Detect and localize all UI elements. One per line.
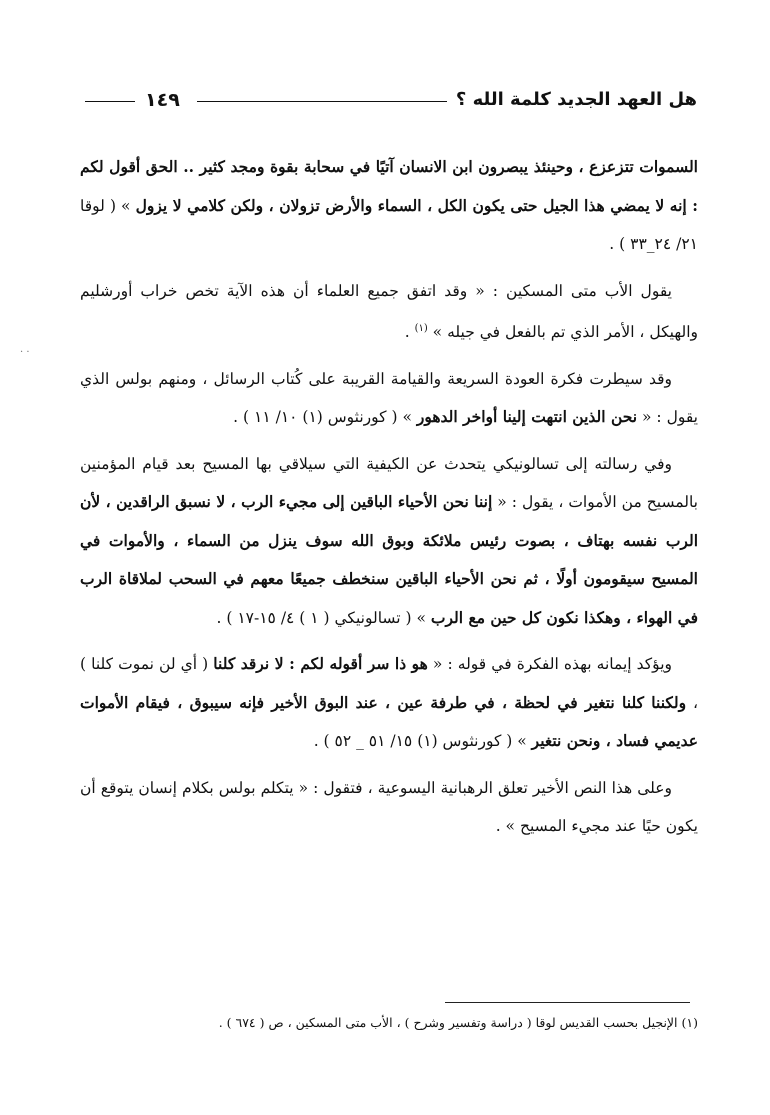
- paragraph-5: [80, 645, 698, 761]
- footnote-separator: [445, 1002, 690, 1003]
- paragraph-text: وفي رسالته إلى تسالونيكي يتحدث عن الكيفية التي سيلاقي بها المسيح بعد قيام المؤمنين بالمسيح من الأموات ، يقول : «: [80, 454, 698, 512]
- quote-text: السموات تتزعزع ، وحينئذ يبصرون ابن الانسان آتيًا في سحابة بقوة ومجد كثير .. الحق أقول لكم : إنه لا يمضي هذا الجيل حتى يكون الكل ، السماء والأرض تزولان ، ولكن كلامي لا يزول: [80, 157, 698, 215]
- paragraph-text: وقد سيطرت فكرة العودة السريعة والقيامة القريبة على كُتاب الرسائل ، ومنهم بولس الذي يقول : «: [80, 369, 698, 427]
- paragraph-text: وعلى هذا النص الأخير تعلق الرهبانية اليسوعية ، فتقول : « يتكلم بولس بكلام إنسان يتوقع أن يكون حيًا عند مجيء المسيح » .: [80, 778, 698, 836]
- paragraph-text: ويؤكد إيمانه بهذه الفكرة في قوله : «: [427, 655, 672, 674]
- paragraph-text: .: [404, 323, 415, 342]
- paragraph-1: [80, 148, 698, 264]
- paragraph-2: [80, 272, 698, 352]
- quote-text: نحن الذين انتهت إلينا أواخر الدهور: [416, 407, 638, 427]
- quote-text: ولكننا كلنا نتغير في لحظة ، في طرفة عين ، عند البوق الأخير فإنه سيبوق ، فيقام الأموات عديمي فساد ، ونحن نتغير: [80, 692, 698, 751]
- paragraph-3: [80, 360, 698, 437]
- paragraph-text: ( أي لن نموت كلنا ) ،: [80, 655, 698, 712]
- citation: » ( تسالونيكي ( ١ ) ٤/ ١٥-١٧ ) .: [216, 608, 431, 627]
- header-rule: [197, 101, 447, 102]
- citation: » ( لوقا ٢١/ ٢٤_٣٣ ) .: [80, 196, 698, 253]
- citation: » ( كورنثوس (١) ١٥/ ٥١ _ ٥٢ ) .: [313, 732, 532, 751]
- footnote-ref: (١): [414, 323, 428, 334]
- page-number: ١٤٩: [145, 89, 180, 111]
- quote-text: إننا نحن الأحياء الباقين إلى مجيء الرب ، لا نسبق الراقدين ، لأن الرب نفسه بهتاف ، بصوت رئيس ملائكة وبوق الله سوف ينزل من السماء ، والأموات في المسيح سيقومون أولًا ، ثم نحن الأحياء الباقين سنخطف جميعًا معهم في السحب لملاقاة الرب في الهواء ، وهكذا نكون كل حين مع الرب: [80, 492, 698, 627]
- paragraph-4: [80, 445, 698, 638]
- page-number-rule: [85, 101, 135, 102]
- quote-text: هو ذا سر أقوله لكم : لا نرقد كلنا: [213, 654, 428, 674]
- body-text: [80, 148, 698, 854]
- paragraph-text: يقول الأب متى المسكين : « وقد اتفق جميع العلماء أن هذه الآية تخص خراب أورشليم والهيكل ، الأمر الذي تم بالفعل في جيله »: [80, 281, 698, 342]
- running-title: هل العهد الجديد كلمة الله ؟: [455, 89, 697, 110]
- citation: » ( كورنثوس (١) ١٠/ ١١ ) .: [233, 408, 417, 427]
- paragraph-6: [80, 769, 698, 846]
- running-header: [85, 86, 697, 118]
- footnote: (١) الإنجيل بحسب القديس لوقا ( دراسة وتفسير وشرح ) ، الأب متى المسكين ، ص ( ٦٧٤ ) .: [218, 1015, 698, 1030]
- scan-speck: · ·: [20, 347, 30, 358]
